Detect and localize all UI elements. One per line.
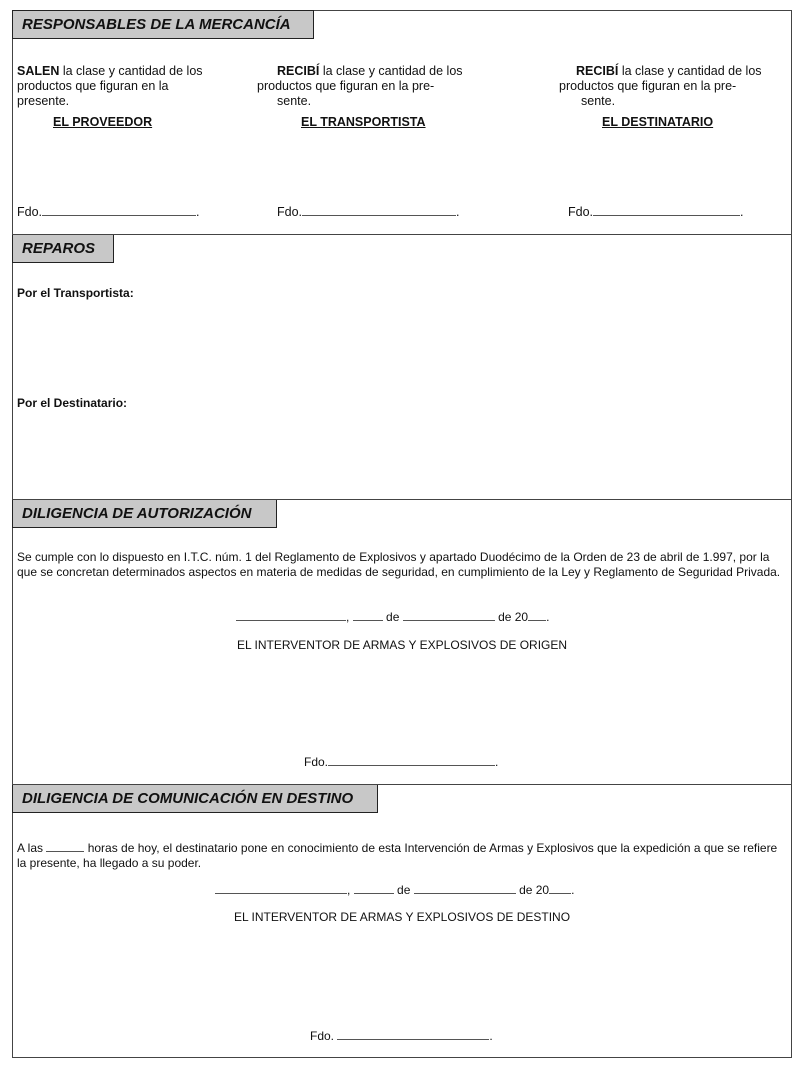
destinatario-line2: productos que figuran en la pre- [559,79,737,93]
fdo-label: Fdo. [17,205,43,219]
signature-line[interactable] [593,203,740,216]
year-blank[interactable] [549,881,571,894]
section-header-reparos: REPAROS [12,235,114,263]
month-blank[interactable] [403,608,495,621]
role-destinatario: EL DESTINATARIO [602,115,714,129]
fdo-label: Fdo. [310,1029,335,1043]
place-blank[interactable] [236,608,346,621]
para-rest: horas de hoy, el destinatario pone en conocimiento de esta Intervención de Armas y Explosivos que la expedición a que se refiere la presente, ha llegado a su poder. [17,841,778,870]
hours-blank[interactable] [46,839,84,852]
comunicacion-date-line[interactable] [215,881,574,897]
month-blank[interactable] [414,881,516,894]
signature-interventor-origen[interactable] [304,753,498,769]
proveedor-line1: la clase y cantidad de los [59,64,203,78]
section-responsables [12,10,792,234]
proveedor-line3: presente. [17,94,70,108]
destinatario-lead: RECIBÍ [576,64,619,78]
de-label: de [397,883,411,897]
proveedor-lead: SALEN [17,64,60,78]
autorizacion-paragraph: Se cumple con lo dispuesto en I.T.C. núm. 1 del Reglamento de Explosivos y apartado Duodécimo de la Orden de 23 de abril de 1.997, por la que se concretan determinados aspectos en materia de medidas de seguridad, en cumplimiento de la Ley y Reglamento de Seguridad Privada. [17,550,781,579]
de-label: de [386,610,400,624]
fdo-label: Fdo. [304,755,329,769]
autorizacion-signer: EL INTERVENTOR DE ARMAS Y EXPLOSIVOS DE ORIGEN [236,638,568,652]
day-blank[interactable] [353,608,383,621]
signature-line[interactable] [42,203,196,216]
year-label: de 20 [519,883,550,897]
transportista-line2: productos que figuran en la pre- [257,79,435,93]
proveedor-text [17,64,217,109]
comunicacion-signer: EL INTERVENTOR DE ARMAS Y EXPLOSIVOS DE DESTINO [233,910,571,924]
fdo-label: Fdo. [568,205,594,219]
year-blank[interactable] [528,608,546,621]
day-blank[interactable] [354,881,394,894]
fdo-period: . [495,755,499,769]
year-label: de 20 [498,610,529,624]
fdo-period: . [489,1029,493,1043]
para-start: A las [17,841,44,855]
period: . [546,610,550,624]
signature-line[interactable] [302,203,456,216]
transportista-line1: la clase y cantidad de los [319,64,463,78]
reparos-transportista-area[interactable] [17,305,787,385]
reparos-destinatario-label: Por el Destinatario: [17,396,128,410]
proveedor-line2: productos que figuran en la [17,79,169,93]
section-header-responsables: RESPONSABLES DE LA MERCANCÍA [12,10,314,39]
role-proveedor: EL PROVEEDOR [53,115,153,129]
fdo-period: . [196,205,200,219]
transportista-lead: RECIBÍ [277,64,320,78]
comma: , [347,883,351,897]
destinatario-line1: la clase y cantidad de los [618,64,762,78]
comunicacion-paragraph [17,839,788,871]
signature-destinatario[interactable] [568,203,744,219]
section-header-autorizacion: DILIGENCIA DE AUTORIZACIÓN [12,500,277,528]
signature-transportista[interactable] [277,203,460,219]
place-blank[interactable] [215,881,347,894]
section-comunicacion [12,784,792,1058]
section-autorizacion [12,499,792,784]
reparos-destinatario-area[interactable] [17,415,787,495]
signature-proveedor[interactable] [17,203,200,219]
comma: , [346,610,350,624]
transportista-line3: sente. [277,94,312,108]
signature-interventor-destino[interactable] [310,1027,493,1043]
period: . [571,883,575,897]
section-header-comunicacion: DILIGENCIA DE COMUNICACIÓN EN DESTINO [12,785,378,813]
destinatario-text [559,64,799,109]
reparos-transportista-label: Por el Transportista: [17,286,134,300]
fdo-label: Fdo. [277,205,303,219]
fdo-period: . [740,205,744,219]
transportista-text [257,64,497,109]
signature-line[interactable] [337,1027,489,1040]
destinatario-line3: sente. [581,94,616,108]
signature-line[interactable] [328,753,495,766]
fdo-period: . [456,205,460,219]
autorizacion-date-line[interactable] [236,608,549,624]
section-reparos [12,234,792,499]
role-transportista: EL TRANSPORTISTA [301,115,426,129]
